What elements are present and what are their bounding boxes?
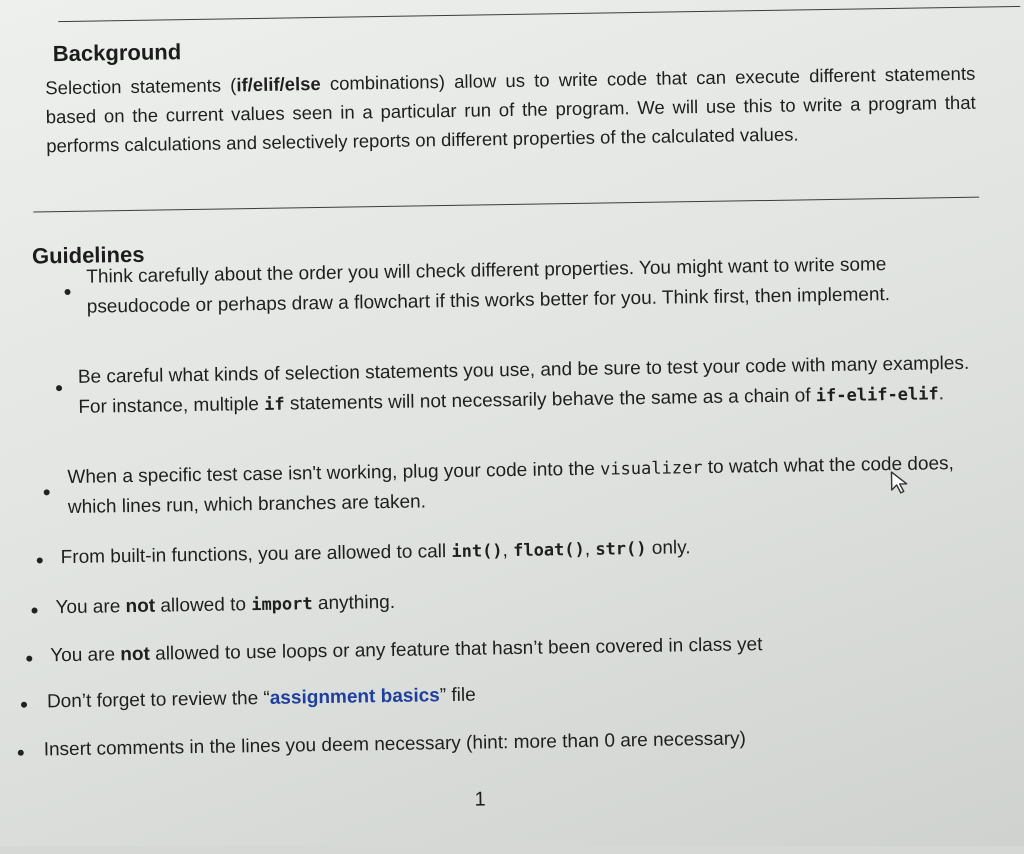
guideline-5-text-c: anything. — [312, 591, 396, 615]
background-text-1: Selection statements ( — [45, 74, 237, 99]
guideline-3-text-a: When a specific test case isn't working, plug your code into the — [67, 458, 601, 489]
code-if-elif-elif: if-elif-elif — [815, 384, 939, 407]
guideline-item-4 — [60, 529, 960, 573]
bullet-dot — [64, 289, 70, 295]
guideline-2-text-c: . — [938, 383, 945, 405]
guideline-item-7 — [47, 673, 947, 717]
separator: , — [584, 538, 596, 560]
background-paragraph — [45, 59, 976, 161]
bullet-dot — [21, 702, 27, 708]
assignment-basics-link[interactable]: assignment basics — [269, 685, 440, 709]
guideline-4-text-b: only. — [646, 537, 691, 559]
guideline-item-3 — [67, 449, 982, 523]
guideline-4-text-a: From built-in functions, you are allowed to call — [60, 540, 452, 569]
guideline-6-text-a: You are — [50, 644, 121, 667]
code-if: if — [264, 394, 285, 415]
bullet-dot — [37, 557, 43, 563]
page-number: 1 — [474, 788, 486, 811]
code-visualizer: visualizer — [599, 458, 703, 480]
section-divider — [33, 197, 979, 213]
code-int: int() — [451, 541, 503, 562]
guideline-6-text-b: allowed to use loops or any feature that hasn’t been covered in class yet — [149, 634, 763, 665]
guideline-item-5 — [55, 579, 955, 623]
guideline-7-text-a: Don’t forget to review the “ — [46, 687, 270, 713]
guideline-item-8: Insert comments in the lines you deem necessary (hint: more than 0 are necessary) — [43, 728, 747, 761]
bullet-dot — [26, 656, 32, 662]
bullet-dot — [56, 385, 62, 391]
guideline-item-6 — [50, 627, 950, 671]
code-str: str() — [595, 538, 647, 560]
guideline-2-text-a: Be careful what kinds of selection statements you use, and be sure to test your code with many examples. For instance, multiple — [77, 352, 970, 418]
guideline-7-text-b: ” file — [439, 684, 476, 707]
guideline-item-2 — [78, 349, 981, 423]
code-import: import — [251, 594, 313, 616]
code-float: float() — [512, 539, 585, 562]
guidelines-heading: Guidelines — [31, 241, 145, 269]
guideline-2-text-b: statements will not necessarily behave the same as a chain of — [284, 385, 817, 415]
separator: , — [502, 540, 514, 562]
bullet-dot — [31, 607, 37, 613]
guideline-3-text-b: to watch what the code does, which lines run, which branches are taken. — [67, 453, 954, 519]
emphasis-not: not — [125, 595, 156, 618]
mouse-pointer-icon — [889, 470, 911, 501]
bullet-dot — [44, 489, 50, 495]
background-heading: Background — [52, 39, 182, 67]
emphasis-not: not — [120, 643, 151, 666]
guideline-5-text-b: allowed to — [154, 594, 252, 617]
background-bold-keywords: if/elif/else — [236, 72, 321, 96]
guideline-item-1: Think carefully about the order you will check different properties. You might want to write some pseudocode or perhaps draw a flowchart if this works better for you. Think first, then implement. — [86, 254, 891, 318]
background-text-2: combinations) allow us to write code that can execute different statements based on the current values seen in a particular run of the program. We will use this to write a program that performs calculations and selectively reports on different properties of the calculated values. — [45, 62, 976, 157]
bullet-dot — [18, 750, 24, 756]
guideline-5-text-a: You are — [55, 596, 126, 619]
top-divider — [58, 6, 1020, 22]
